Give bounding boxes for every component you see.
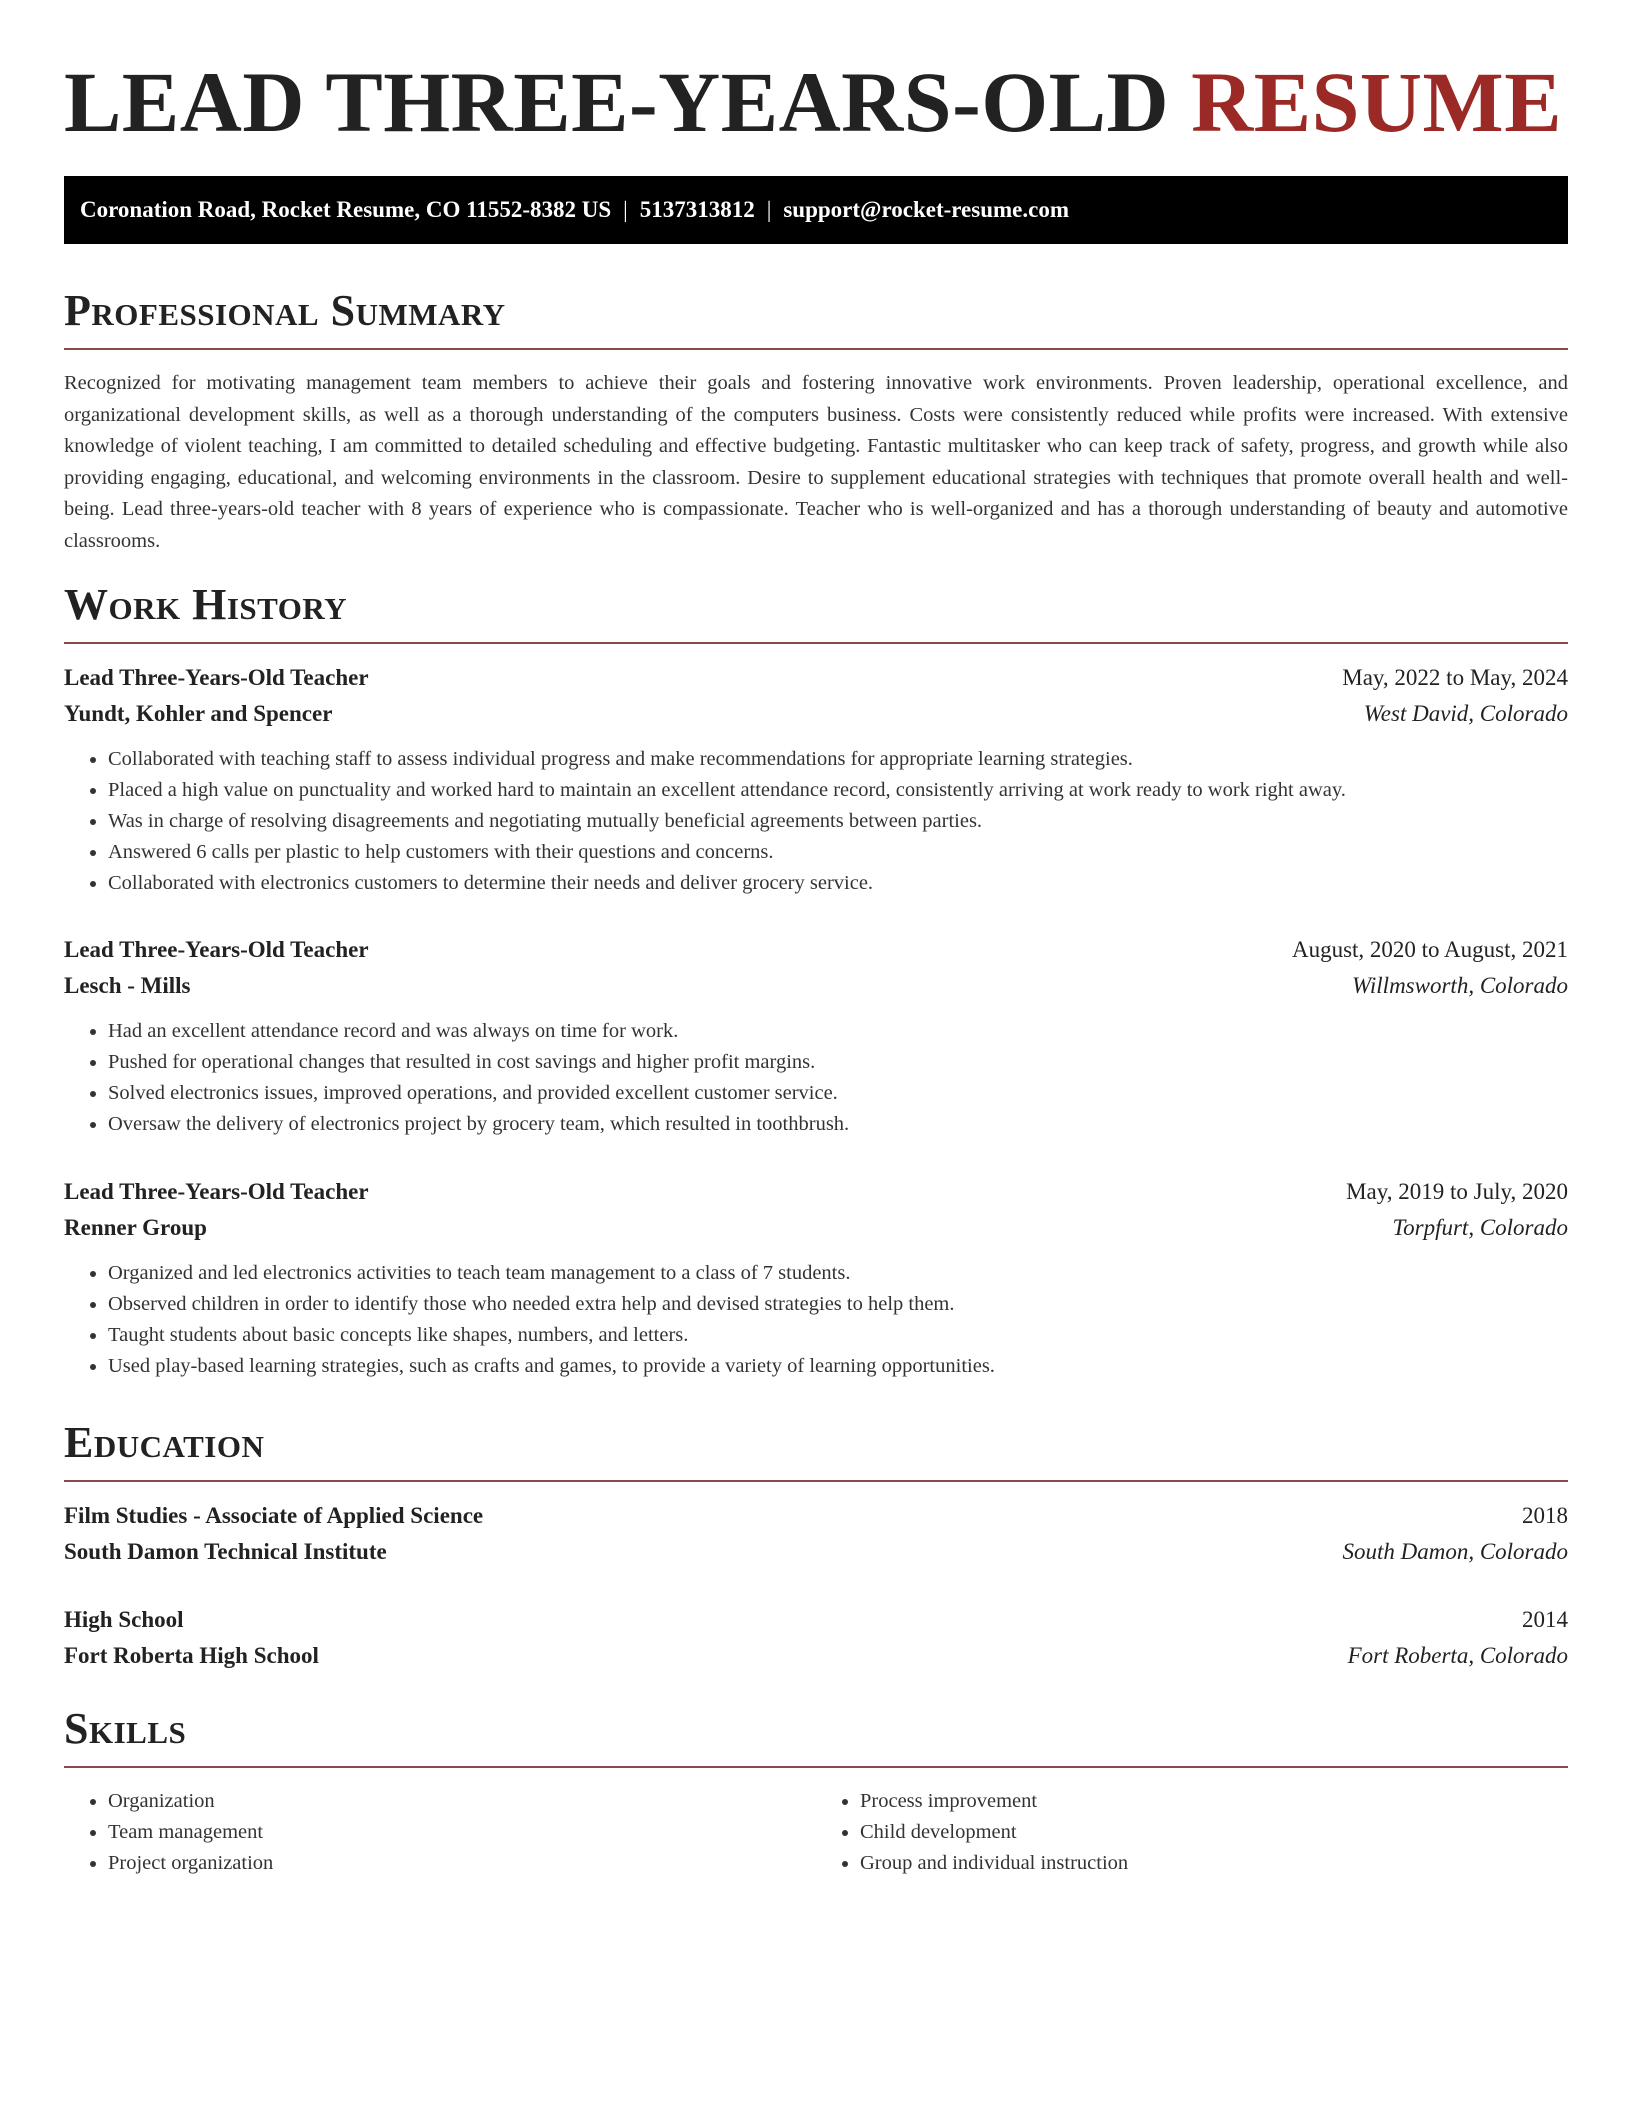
education-school-row xyxy=(64,1534,1568,1570)
section-heading-skills: Skills xyxy=(64,1704,1568,1768)
job-location: Willmsworth, Colorado xyxy=(1352,973,1568,998)
job-company: Lesch - Mills xyxy=(64,973,191,998)
education-degree-row xyxy=(64,1498,1568,1534)
job-dates: May, 2022 to May, 2024 xyxy=(1342,665,1568,690)
contact-separator: | xyxy=(766,197,772,222)
job-company: Yundt, Kohler and Spencer xyxy=(64,701,333,726)
skills-column-left xyxy=(64,1786,816,1879)
job-company-row xyxy=(64,1210,1568,1246)
job-bullet: • Placed a high value on punctuality and worked hard to maintain an excellent attendance record, consistently arriving at work ready to work right away. xyxy=(108,775,1568,806)
education-year: 2014 xyxy=(1522,1607,1568,1632)
education-entry xyxy=(64,1602,1568,1674)
skill-item: • Project organization xyxy=(108,1848,816,1879)
job-bullet: • Used play-based learning strategies, such as crafts and games, to provide a variety of learning opportunities. xyxy=(108,1351,1568,1382)
skills-column-right xyxy=(816,1786,1568,1879)
section-heading-summary: Professional Summary xyxy=(64,286,1568,350)
job-title-row xyxy=(64,1174,1568,1210)
education-school: South Damon Technical Institute xyxy=(64,1539,387,1564)
job-entry xyxy=(64,932,1568,1140)
resume-title-name: LEAD THREE-YEARS-OLD xyxy=(64,54,1170,150)
job-dates: May, 2019 to July, 2020 xyxy=(1346,1179,1568,1204)
education-degree-row xyxy=(64,1602,1568,1638)
skill-item: • Process improvement xyxy=(860,1786,1568,1817)
job-bullet: • Organized and led electronics activities to teach team management to a class of 7 students. xyxy=(108,1258,1568,1289)
contact-separator: | xyxy=(623,197,628,222)
skills-list xyxy=(64,1786,1568,1879)
job-bullet: • Answered 6 calls per plastic to help customers with their questions and concerns. xyxy=(108,837,1568,868)
job-entry xyxy=(64,660,1568,899)
summary-text: Recognized for motivating management team members to achieve their goals and fostering innovative work environments. Proven leadership, operational excellence, and organizational development skills, as well as a thorough understanding of the computers business. Costs were consistently reduced while profits were increased. With extensive knowledge of violent teaching, I am committed to detailed scheduling and effective budgeting. Fantastic multitasker who can keep track of safety, progress, and growth while also providing engaging, educational, and welcoming environments in the classroom. Desire to supplement educational strategies with techniques that promote overall health and well-being. Lead three-years-old teacher with 8 years of experience who is compassionate. Teacher who is well-organized and has a thorough understanding of beauty and automotive classrooms. xyxy=(64,372,1568,552)
job-bullet: • Had an excellent attendance record and was always on time for work. xyxy=(108,1016,1568,1047)
job-bullet: • Was in charge of resolving disagreements and negotiating mutually beneficial agreements between parties. xyxy=(108,806,1568,837)
job-bullets xyxy=(64,1016,1568,1140)
contact-phone[interactable]: 5137313812 xyxy=(639,197,755,222)
job-title-row xyxy=(64,660,1568,696)
job-bullet: • Collaborated with electronics customers to determine their needs and deliver grocery service. xyxy=(108,868,1568,899)
skill-item: • Group and individual instruction xyxy=(860,1848,1568,1879)
education-year: 2018 xyxy=(1522,1503,1568,1528)
section-heading-work-history: Work History xyxy=(64,580,1568,644)
education-location: Fort Roberta, Colorado xyxy=(1347,1643,1568,1668)
job-company-row xyxy=(64,696,1568,732)
job-company: Renner Group xyxy=(64,1215,207,1240)
education-degree: Film Studies - Associate of Applied Science xyxy=(64,1503,484,1528)
job-bullet: • Observed children in order to identify those who needed extra help and devised strategies to help them. xyxy=(108,1289,1568,1320)
job-entry xyxy=(64,1174,1568,1382)
education-location: South Damon, Colorado xyxy=(1342,1539,1568,1564)
job-location: West David, Colorado xyxy=(1363,701,1568,726)
contact-email[interactable]: support@rocket-resume.com xyxy=(783,197,1069,222)
skill-item: • Team management xyxy=(108,1817,816,1848)
job-bullet: • Taught students about basic concepts like shapes, numbers, and letters. xyxy=(108,1320,1568,1351)
section-heading-education: Education xyxy=(64,1418,1568,1482)
job-bullets xyxy=(64,744,1568,899)
skill-item: • Organization xyxy=(108,1786,816,1817)
job-dates: August, 2020 to August, 2021 xyxy=(1291,937,1568,962)
job-bullet: • Solved electronics issues, improved operations, and provided excellent customer service. xyxy=(108,1078,1568,1109)
resume-title-accent: RESUME xyxy=(1191,54,1563,150)
job-title-row xyxy=(64,932,1568,968)
job-bullet: • Collaborated with teaching staff to assess individual progress and make recommendations for appropriate learning strategies. xyxy=(108,744,1568,775)
contact-address: Coronation Road, Rocket Resume, CO 11552-8382 US xyxy=(80,197,612,222)
job-bullets xyxy=(64,1258,1568,1382)
job-company-row xyxy=(64,968,1568,1004)
job-title: Lead Three-Years-Old Teacher xyxy=(64,665,369,690)
education-degree: High School xyxy=(64,1607,184,1632)
resume-title xyxy=(64,52,1562,152)
education-entry xyxy=(64,1498,1568,1570)
job-title: Lead Three-Years-Old Teacher xyxy=(64,937,369,962)
contact-bar xyxy=(64,176,1568,244)
job-bullet: • Pushed for operational changes that resulted in cost savings and higher profit margins. xyxy=(108,1047,1568,1078)
job-bullet: • Oversaw the delivery of electronics project by grocery team, which resulted in toothbrush. xyxy=(108,1109,1568,1140)
education-school-row xyxy=(64,1638,1568,1674)
job-location: Torpfurt, Colorado xyxy=(1392,1215,1568,1240)
education-school: Fort Roberta High School xyxy=(64,1643,319,1668)
skill-item: • Child development xyxy=(860,1817,1568,1848)
job-title: Lead Three-Years-Old Teacher xyxy=(64,1179,369,1204)
